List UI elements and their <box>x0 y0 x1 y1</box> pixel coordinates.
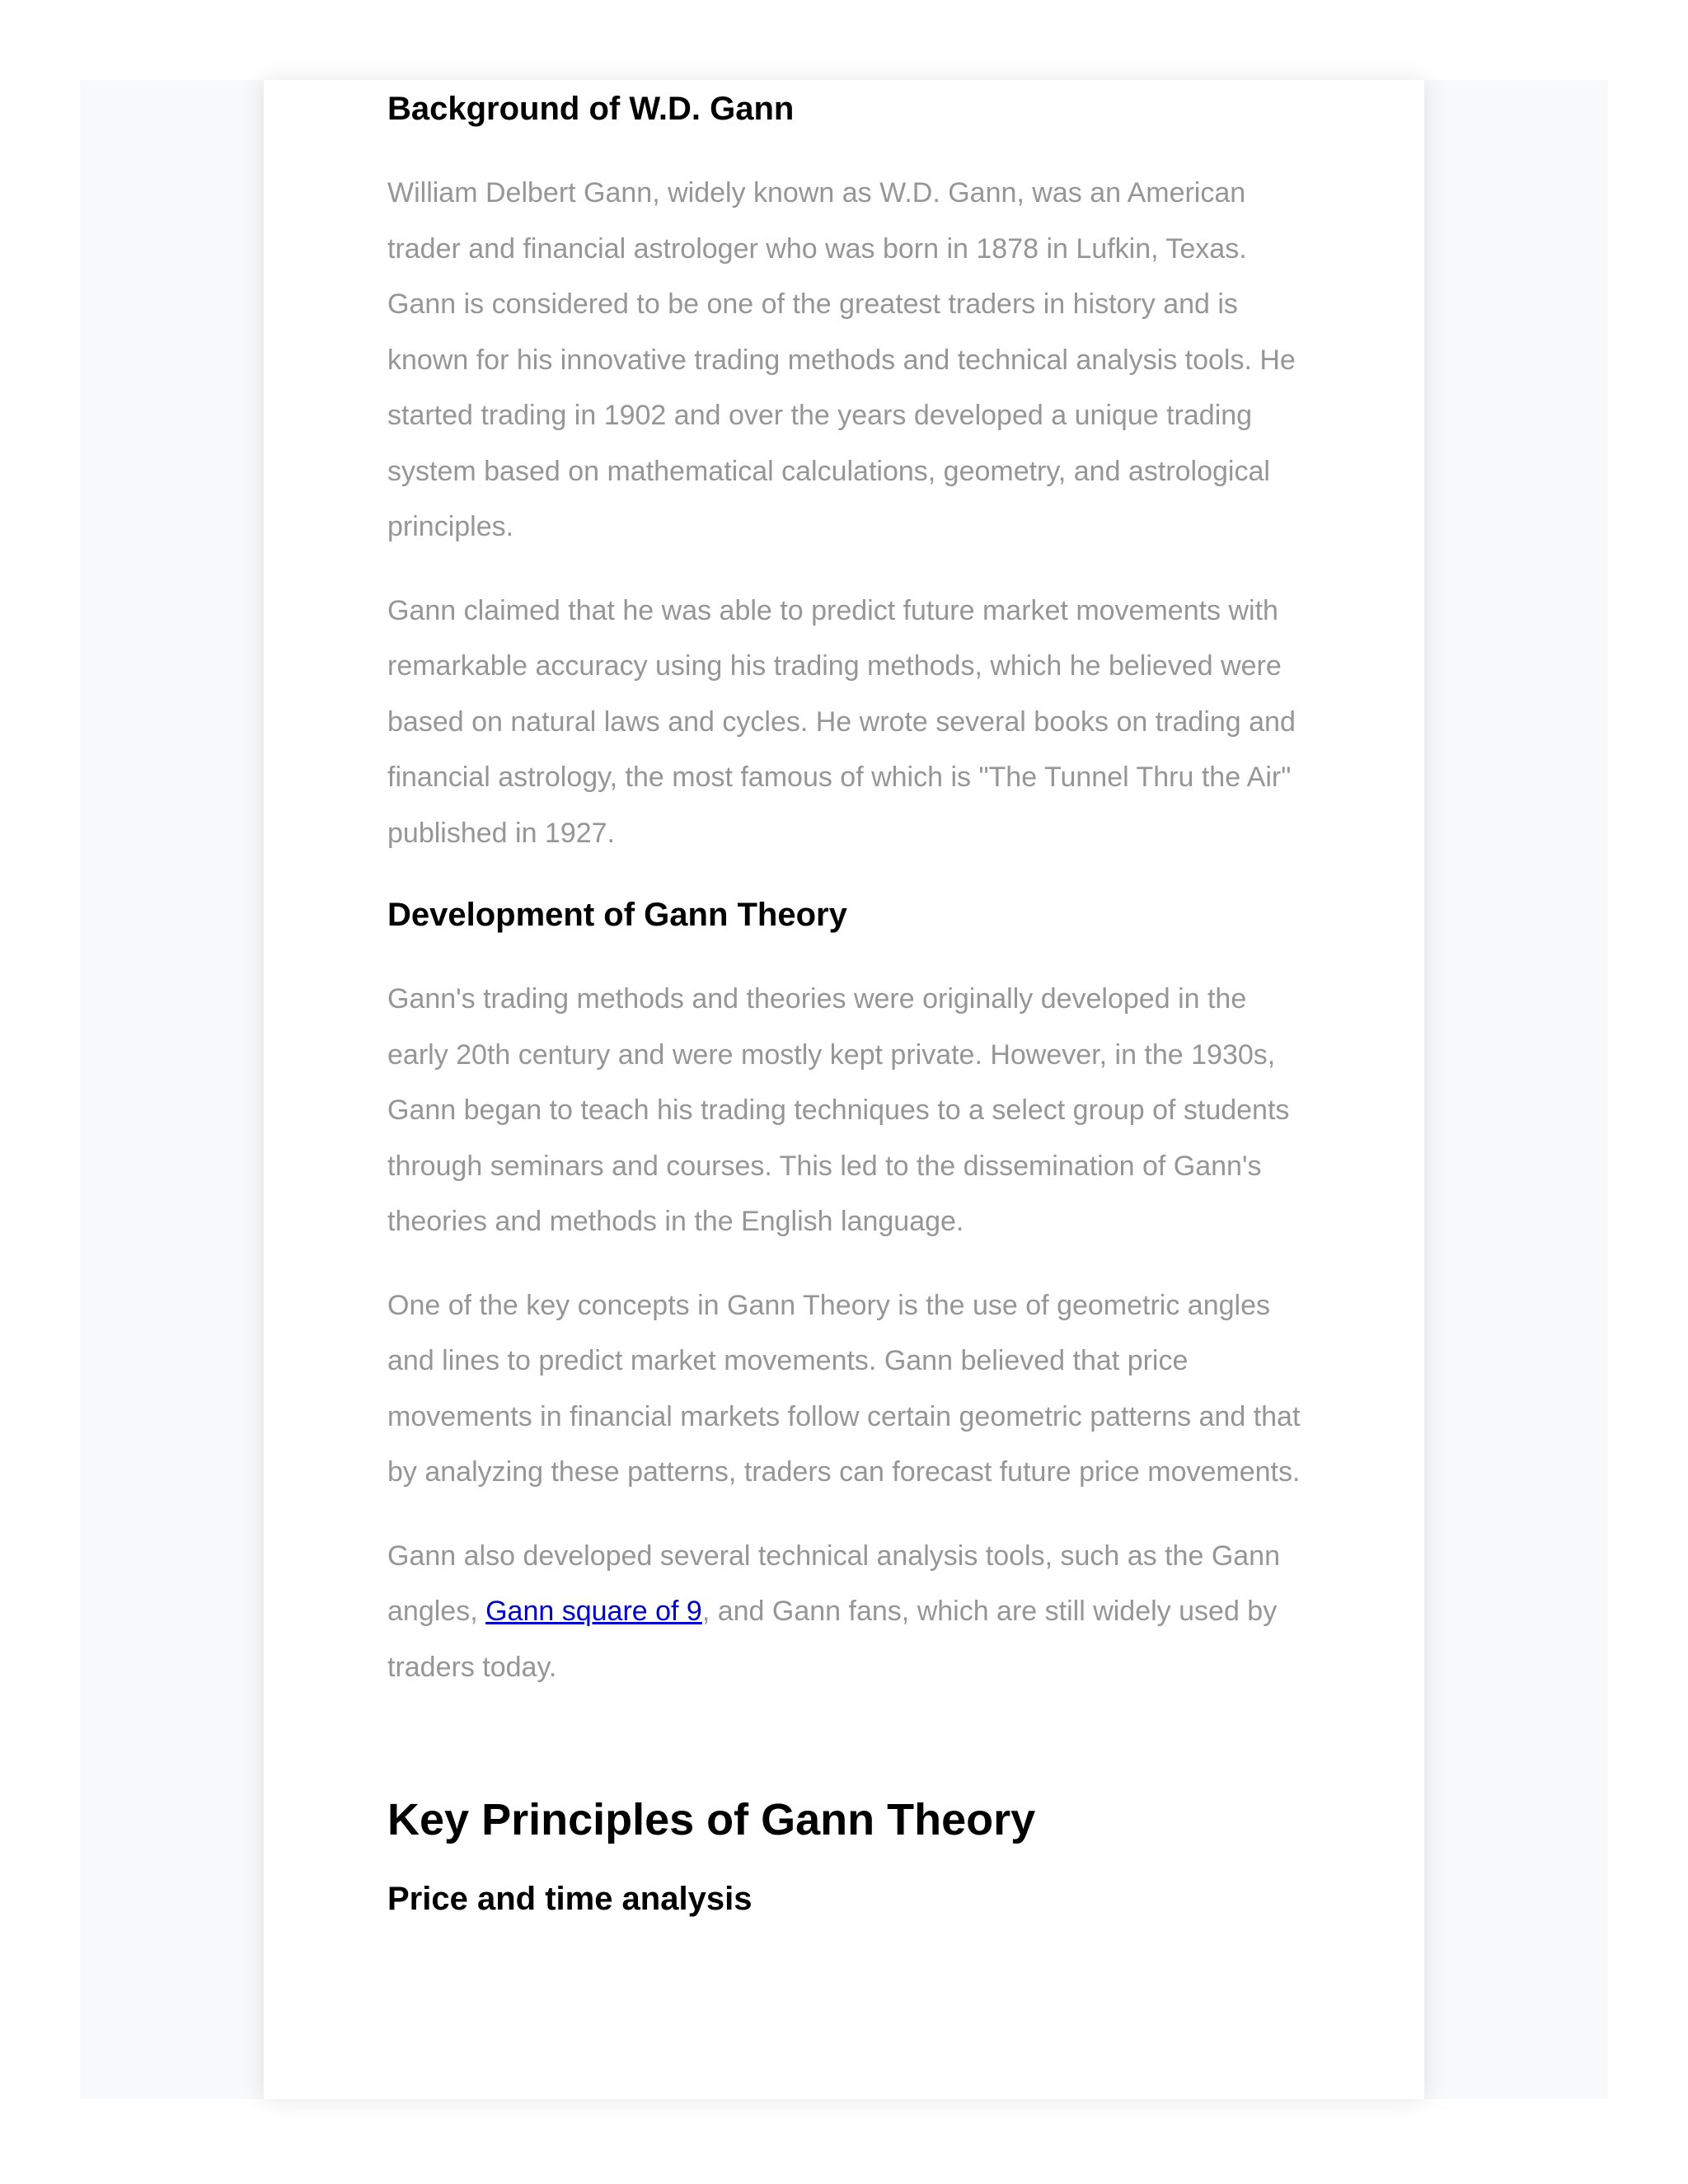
main-heading-key-principles: Key Principles of Gann Theory <box>387 1795 1036 1844</box>
section-heading-development: Development of Gann Theory <box>387 897 847 933</box>
article-sheet <box>264 80 1424 2099</box>
section-heading-price-time: Price and time analysis <box>387 1881 753 1917</box>
gann-square-of-9-link[interactable]: Gann square of 9 <box>485 1596 702 1627</box>
paragraph-development-3 <box>387 1529 1302 1696</box>
paragraph-background-1: William Delbert Gann, widely known as W.D. Gann, was an American trader and financial astrologer who was born in 1878 in Lufkin, Texas. Gann is considered to be one of the greatest traders in history and is known for his innovative trading methods and technical analysis tools. He started trading in 1902 and over the years developed a unique trading system based on mathematical calculations, geometry, and astrological principles. <box>387 177 1296 542</box>
article-content <box>387 80 1302 1928</box>
paragraph-development-2: One of the key concepts in Gann Theory is the use of geometric angles and lines to predict market movements. Gann believed that price movements in financial markets follow certain geometric patterns and that by analyzing these patterns, traders can forecast future price movements. <box>387 1289 1301 1488</box>
paragraph-text-after-link: , and Gann fans, which are still widely used by traders today. <box>387 1596 1278 1683</box>
paragraph-background-2: Gann claimed that he was able to predict future market movements with remarkable accuracy using his trading methods, which he believed were based on natural laws and cycles. He wrote several books on trading and financial astrology, the most famous of which is "The Tunnel Thru the Air" published in 1927. <box>387 594 1296 849</box>
paragraph-text-before-link: Gann also developed several technical analysis tools, such as the Gann angles, <box>387 1540 1280 1627</box>
paragraph-development-1: Gann's trading methods and theories were originally developed in the early 20th century and were mostly kept private. However, in the 1930s, Gann began to teach his trading techniques to a select group of students through seminars and courses. This led to the dissemination of Gann's theories and methods in the English language. <box>387 983 1290 1237</box>
section-heading-background: Background of W.D. Gann <box>387 91 795 127</box>
